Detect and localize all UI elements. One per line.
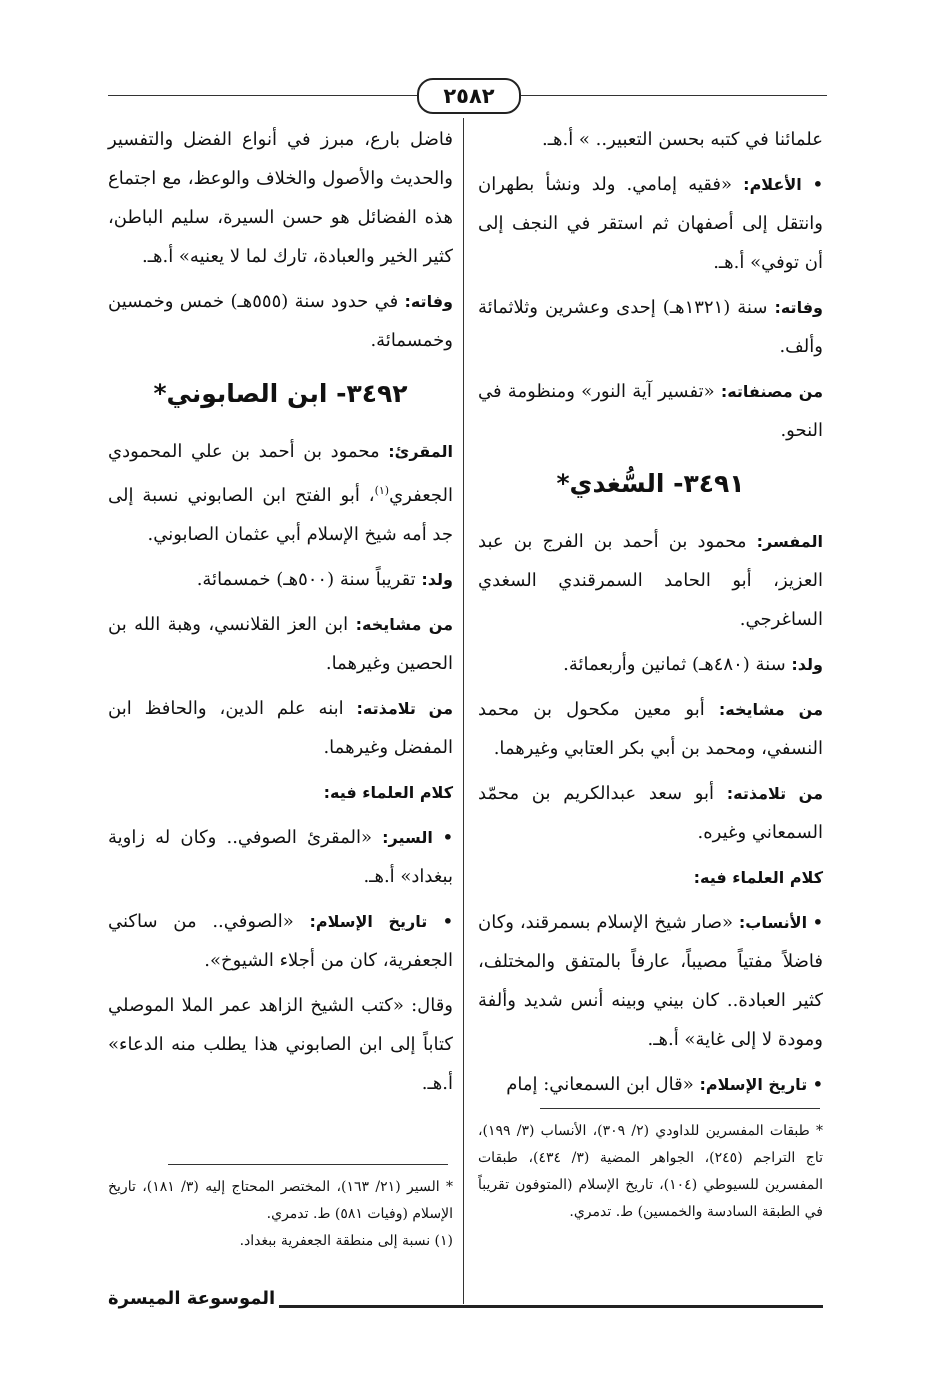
entry-label: • السير: (382, 828, 453, 847)
paragraph (478, 1065, 823, 1104)
left-column (108, 120, 453, 1109)
entry-label: من تلامذته: (726, 784, 823, 803)
paragraph-text: أبو سعد عبدالكريم بن محمّد السمعاني وغيره. (478, 783, 823, 843)
paragraph-text: سنة (٤٨٠هـ) ثمانين وأربعمائة. (563, 654, 792, 675)
paragraph-text: «المقرئ الصوفي.. وكان له زاوية ببغداد» أ.هـ. (108, 827, 453, 887)
paragraph (478, 522, 823, 639)
page-header (0, 76, 935, 116)
section-subheading: كلام العلماء فيه: (323, 783, 453, 802)
paragraph (478, 903, 823, 1059)
header-rule-left (108, 95, 417, 96)
paragraph (108, 605, 453, 683)
paragraph (478, 372, 823, 450)
book-title-footer: الموسوعة الميسرة (108, 1288, 279, 1309)
section-subheading: كلام العلماء فيه: (693, 868, 823, 887)
entry-label: من مشايخه: (355, 615, 453, 634)
paragraph (108, 986, 453, 1103)
paragraph-text: محمود بن أحمد بن الفرج بن عبد العزيز، أبو الحامد السمرقندي السغدي الساغرجي. (478, 531, 823, 630)
paragraph (108, 560, 453, 599)
paragraph-text: ابنه علم الدين، والحافظ ابن المفضل وغيرهما. (108, 698, 453, 758)
footnote-rule-right (540, 1108, 820, 1109)
paragraph (108, 120, 453, 276)
paragraph-text: في حدود سنة (٥٥٥هـ) خمس وخمسين وخمسمائة. (108, 291, 453, 351)
paragraph (478, 165, 823, 282)
header-rule-right (518, 95, 827, 96)
entry-label: المفسر: (756, 532, 823, 551)
page-number: ٢٥٨٢ (417, 78, 521, 114)
paragraph (108, 902, 453, 980)
paragraph (478, 645, 823, 684)
entry-label: من مشايخه: (718, 700, 823, 719)
paragraph (108, 818, 453, 896)
paragraph-text: «تفسير آية النور» ومنظومة في النحو. (478, 381, 823, 441)
paragraph-text: ، أبو الفتح ابن الصابوني نسبة إلى جد أمه شيخ الإسلام أبي عثمان الصابوني. (108, 485, 453, 545)
footnote-rule-left (168, 1164, 448, 1165)
paragraph-text: تقريباً سنة (٥٠٠هـ) خمسمائة. (196, 569, 422, 590)
entry-label: • تاريخ الإسلام: (699, 1075, 823, 1094)
paragraph-text: ابن العز القلانسي، وهبة الله بن الحصين وغيرهما. (108, 614, 453, 674)
paragraph-text: وقال: «كتب الشيخ الزاهد عمر الملا الموصلي كتاباً إلى ابن الصابوني هذا يطلب منه الدعاء» أ.هـ. (108, 995, 453, 1094)
paragraph-text: «الصوفي.. من ساكني الجعفرية، كان من أجلاء الشيوخ». (108, 911, 453, 971)
entry-heading: ٣٤٩٢- ابن الصابوني* (153, 379, 408, 408)
paragraph (108, 689, 453, 767)
paragraph-text: محمود بن أحمد بن علي المحمودي الجعفري (108, 441, 453, 506)
paragraph (478, 120, 823, 159)
paragraph-text: فاضل بارع، مبرز في أنواع الفضل والتفسير والحديث والأصول والخلاف والوعظ، مع اجتماع هذه الفضائل هو حسن السيرة، سليم الباطن، كثير الخير والعبادة، تارك لما لا يعنيه» أ.هـ. (108, 129, 453, 267)
paragraph (478, 690, 823, 768)
entry-label: • الأعلام: (743, 175, 824, 194)
entry-label: ولد: (421, 570, 453, 589)
column-divider (463, 118, 464, 1304)
entry-label: • الأنساب: (738, 913, 823, 932)
footnote: * السير (٢١/ ١٦٣)، المختصر المحتاج إليه (٣/ ١٨١)، تاريخ الإسلام (وفيات ٥٨١) ط. تدمري. (108, 1179, 454, 1222)
entry-label: ولد: (791, 655, 823, 674)
footnote-right: * طبقات المفسرين للداودي (٢/ ٣٠٩)، الأنساب (٣/ ١٩٩)، تاج التراجم (٢٤٥)، الجواهر المضية (٣/ ٤٣٤)، طبقات المفسرين للسيوطي (١٠٤)، تاريخ الإسلام (المتوفون تقريباً في الطبقة السادسة والخمسين) ط. تدمري. (478, 1123, 824, 1220)
footnote: (١) نسبة إلى منطقة الجعفرية ببغداد. (239, 1233, 453, 1249)
right-column (478, 120, 823, 1110)
paragraph (108, 282, 453, 360)
footnotes-left (108, 1174, 453, 1255)
entry-label: من مصنفاته: (720, 382, 823, 401)
paragraph (478, 774, 823, 852)
paragraph (478, 288, 823, 366)
paragraph-text: «صار شيخ الإسلام بسمرقند، وكان فاضلاً مفتياً مصيباً، عارفاً بالمتفق والمختلف، كثير العبادة.. كان بيني وبينه أنس شديد وألفة ومودة لا إلى غاية» أ.هـ. (478, 912, 823, 1050)
paragraph-text: علمائنا في كتبه بحسن التعبير.. » أ.هـ. (542, 129, 823, 150)
paragraph-text: سنة (١٣٢١هـ) إحدى وعشرين وثلاثمائة وألف. (478, 297, 823, 357)
paragraph-text: «قال ابن السمعاني: إمام (506, 1074, 700, 1095)
entry-label: وفاته: (774, 298, 823, 317)
entry-label: • تاريخ الإسلام: (309, 912, 453, 931)
paragraph-text: أبو معين مكحول بن محمد النسفي، ومحمد بن أبي بكر العتابي وغيرهما. (478, 699, 823, 759)
footnote-marker: (١) (374, 484, 390, 497)
entry-label: من تلامذته: (356, 699, 453, 718)
entry-label: المقرئ: (388, 442, 453, 461)
entry-heading: ٣٤٩١- السُّغدي* (556, 469, 745, 498)
entry-label: وفاته: (404, 292, 453, 311)
paragraph-text: «فقيه إمامي. ولد ونشأ بطهران وانتقل إلى أصفهان ثم استقر في النجف إلى أن توفي» أ.هـ. (478, 174, 823, 273)
paragraph (108, 432, 453, 554)
